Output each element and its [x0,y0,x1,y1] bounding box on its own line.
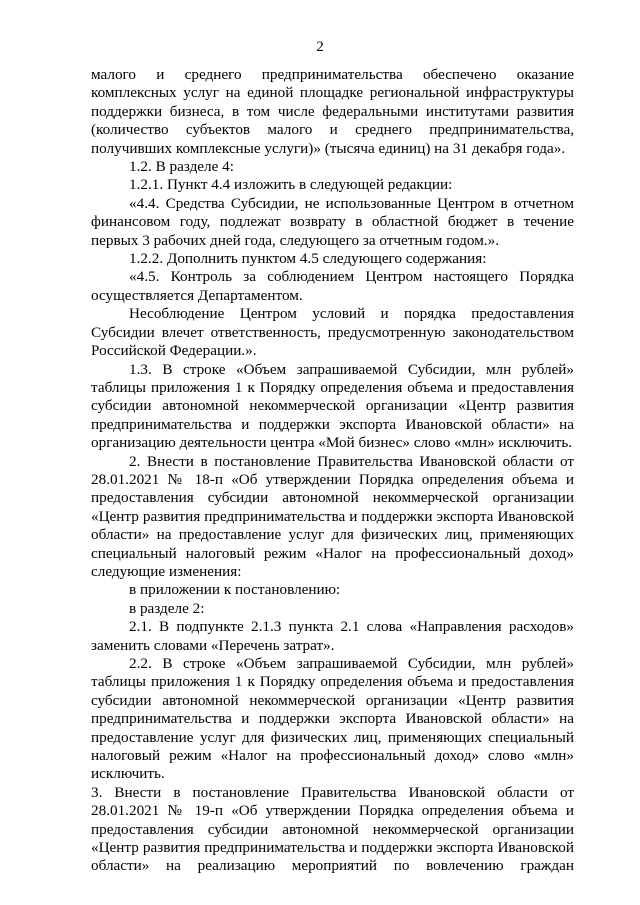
paragraph: малого и среднего предпринимательства обеспечено оказание комплексных услуг на единой площадке региональной инфраструктуры поддержки бизнеса, в том числе федеральными институтами развития (количество субъектов малого и среднего предпринимательства, получивших комплексные услуги)» (тысяча единиц) на 31 декабря года». [91,66,574,157]
paragraph: в разделе 2: [129,599,205,617]
paragraph: 1.2. В разделе 4: [129,158,234,176]
paragraph: 2.2. В строке «Объем запрашиваемой Субсидии, млн рублей» таблицы приложения 1 к Порядку определения объема и предоставления субсидии автономной некоммерческой организации «Центр развития предпринимательства и поддержки экспорта Ивановской области» на предоставление услуг для физических лиц, применяющих специальный налоговый режим «Налог на профессиональный доход» слово «млн» исключить. [91,655,574,783]
page-number: 2 [316,39,324,55]
paragraph: 1.2.2. Дополнить пунктом 4.5 следующего содержания: [129,250,487,268]
paragraph: 2.1. В подпункте 2.1.3 пункта 2.1 слова «Направления расходов» заменить словами «Перечень затрат». [91,618,574,654]
paragraph: 1.3. В строке «Объем запрашиваемой Субсидии, млн рублей» таблицы приложения 1 к Порядку определения объема и предоставления субсидии автономной некоммерческой организации «Центр развития предпринимательства и поддержки экспорта Ивановской области» на организацию деятельности центра «Мой бизнес» слово «млн» исключить. [91,360,574,452]
document-body [91,66,574,876]
paragraph: в приложении к постановлению: [129,581,341,599]
paragraph: 1.2.1. Пункт 4.4 изложить в следующей редакции: [129,176,453,194]
paragraph: «4.4. Средства Субсидии, не использованные Центром в отчетном финансовом году, подлежат возврату в областной бюджет в течение первых 3 рабочих дней года, следующего за отчетным годом.». [91,194,574,249]
paragraph: Несоблюдение Центром условий и порядка предоставления Субсидии влечет ответственность, предусмотренную законодательством Российской Федерации.». [91,305,574,360]
paragraph: 2. Внести в постановление Правительства Ивановской области от 28.01.2021 № 18-п «Об утверждении Порядка определения объема и предоставления субсидии автономной некоммерческой организации «Центр развития предпринимательства и поддержки экспорта Ивановской области» на предоставление услуг для физических лиц, применяющих специальный налоговый режим «Налог на профессиональный доход» следующие изменения: [91,452,574,580]
paragraph: «4.5. Контроль за соблюдением Центром настоящего Порядка осуществляется Департаментом. [91,268,574,304]
paragraph: 3. Внести в постановление Правительства Ивановской области от 28.01.2021 № 19-п «Об утверждении Порядка определения объема и предоставления субсидии автономной некоммерческой организации «Центр развития предпринимательства и поддержки экспорта Ивановской области» на реализацию мероприятий по вовлечению граждан [91,783,574,875]
